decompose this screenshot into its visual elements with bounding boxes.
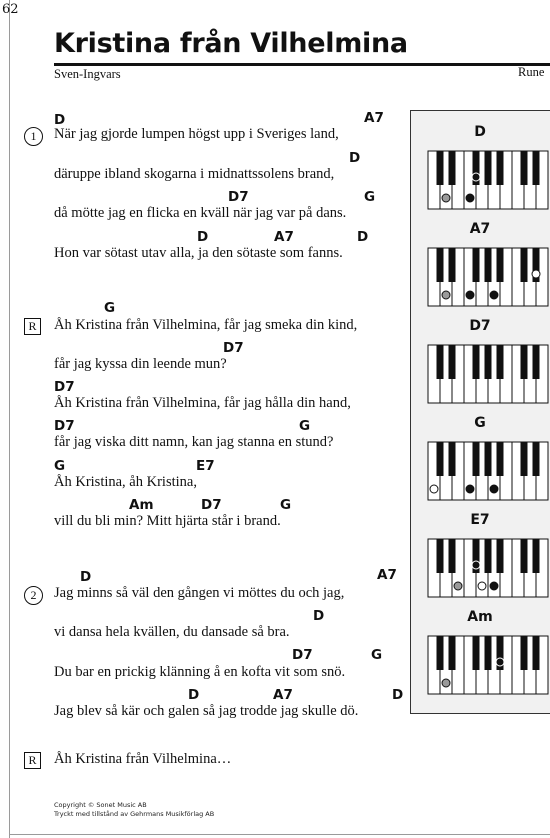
finger-dot <box>490 582 498 590</box>
black-key <box>437 345 444 379</box>
chord-diagram-name: A7 <box>469 221 491 237</box>
chord-symbol: D7 <box>228 189 249 205</box>
lyric-line: När jag gjorde lumpen högst upp i Sveriges land, <box>54 126 339 142</box>
chord-symbol: G <box>54 458 66 474</box>
refrain-marker: R <box>24 318 41 335</box>
black-key <box>533 151 540 185</box>
chord-diagram-name: D <box>474 124 486 140</box>
copyright-notice <box>54 801 214 818</box>
finger-dot <box>442 291 450 299</box>
chord-symbol: A7 <box>377 567 397 583</box>
song-title: Kristina från Vilhelmina <box>54 28 408 59</box>
black-key <box>473 636 480 670</box>
copyright-line: Tryckt med tillstånd av Gehrmans Musikförlag AB <box>54 809 215 818</box>
black-key <box>485 442 492 476</box>
finger-dot <box>430 485 438 493</box>
chord-symbol: A7 <box>274 229 294 245</box>
black-key <box>521 151 528 185</box>
black-key <box>497 248 504 282</box>
piano-keyboard-diagram <box>427 247 549 307</box>
lyric-line: Du bar en prickig klänning å en kofta vit som snö. <box>54 664 346 680</box>
black-key <box>533 442 540 476</box>
piano-keyboard-diagram <box>427 344 549 404</box>
finger-dot <box>442 679 450 687</box>
black-key <box>449 345 456 379</box>
finger-dot <box>442 194 450 202</box>
lyric-line: får jag kyssa din leende mun? <box>54 356 227 372</box>
title-rule <box>54 63 550 66</box>
finger-dot <box>496 658 504 666</box>
black-key <box>437 539 444 573</box>
black-key <box>449 151 456 185</box>
black-key <box>521 539 528 573</box>
lyric-line: Jag blev så kär och galen så jag trodde jag skulle dö. <box>54 703 359 719</box>
finger-dot <box>478 582 486 590</box>
piano-keyboard-diagram <box>427 441 549 501</box>
page-number: 62 <box>2 2 19 17</box>
chord-symbol: G <box>104 300 116 316</box>
chord-symbol: G <box>364 189 376 205</box>
lyric-line: vill du bli min? Mitt hjärta står i brand. <box>54 513 281 529</box>
lyric-line: Hon var sötast utav alla, ja den sötaste som fanns. <box>54 245 343 261</box>
page-frame-bottom <box>9 834 550 835</box>
chord-symbol: D <box>80 569 92 585</box>
black-key <box>437 636 444 670</box>
copyright-line: Copyright © Sonet Music AB <box>54 801 147 809</box>
piano-keyboard-diagram <box>427 150 549 210</box>
lyric-line: då mötte jag en flicka en kväll när jag var på dans. <box>54 205 347 221</box>
black-key <box>521 248 528 282</box>
chord-symbol: D7 <box>201 497 222 513</box>
chord-symbol: Am <box>129 497 154 513</box>
finger-dot <box>490 291 498 299</box>
chord-symbol: D <box>349 150 361 166</box>
chord-symbol: E7 <box>196 458 215 474</box>
chord-symbol: D <box>197 229 209 245</box>
black-key <box>485 636 492 670</box>
lyric-line: Åh Kristina från Vilhelmina, får jag hålla din hand, <box>54 395 351 411</box>
lyric-line: Åh Kristina, åh Kristina, <box>54 474 197 490</box>
black-key <box>437 442 444 476</box>
lyric-line: däruppe ibland skogarna i midnattssolens brand, <box>54 166 335 182</box>
verse-1-marker: 1 <box>24 127 43 146</box>
chord-diagram-name: G <box>474 415 486 431</box>
finger-dot <box>472 173 480 181</box>
refrain-repeat-marker: R <box>24 752 41 769</box>
black-key <box>497 442 504 476</box>
chord-symbol: G <box>280 497 292 513</box>
black-key <box>449 539 456 573</box>
finger-dot <box>472 561 480 569</box>
finger-dot <box>466 291 474 299</box>
black-key <box>533 539 540 573</box>
lyric-line: får jag viska ditt namn, kan jag stanna en stund? <box>54 434 334 450</box>
chord-symbol: D7 <box>223 340 244 356</box>
piano-keyboard-diagram <box>427 538 549 598</box>
finger-dot <box>454 582 462 590</box>
lyric-line: vi dansa hela kvällen, du dansade så bra. <box>54 624 290 640</box>
black-key <box>449 248 456 282</box>
chord-diagram-name: Am <box>467 609 493 625</box>
artist-name: Sven-Ingvars <box>54 67 121 81</box>
black-key <box>521 636 528 670</box>
black-key <box>485 345 492 379</box>
lyric-line: Jag minns så väl den gången vi möttes du och jag, <box>54 585 345 601</box>
finger-dot <box>466 485 474 493</box>
black-key <box>473 345 480 379</box>
chord-symbol: A7 <box>364 110 384 126</box>
chord-symbol: D <box>313 608 325 624</box>
chord-symbol: G <box>371 647 383 663</box>
lyric-line: Åh Kristina från Vilhelmina, får jag smeka din kind, <box>54 317 358 333</box>
black-key <box>473 248 480 282</box>
chord-diagram-name: D7 <box>469 318 491 334</box>
black-key <box>449 636 456 670</box>
black-key <box>485 539 492 573</box>
black-key <box>533 345 540 379</box>
chord-diagram-name: E7 <box>470 512 490 528</box>
black-key <box>485 248 492 282</box>
black-key <box>521 442 528 476</box>
finger-dot <box>532 270 540 278</box>
chord-symbol: G <box>299 418 311 434</box>
chord-symbol: D <box>54 112 66 128</box>
black-key <box>521 345 528 379</box>
chord-symbol: D7 <box>54 379 75 395</box>
black-key <box>473 442 480 476</box>
black-key <box>437 248 444 282</box>
verse-2-marker: 2 <box>24 586 43 605</box>
black-key <box>533 636 540 670</box>
black-key <box>449 442 456 476</box>
chord-symbol: A7 <box>273 687 293 703</box>
black-key <box>437 151 444 185</box>
chord-symbol: D <box>188 687 200 703</box>
finger-dot <box>466 194 474 202</box>
black-key <box>485 151 492 185</box>
page-frame-left <box>9 0 10 838</box>
chord-symbol: D7 <box>292 647 313 663</box>
chord-symbol: D <box>392 687 404 703</box>
black-key <box>497 151 504 185</box>
black-key <box>497 539 504 573</box>
author-name: Rune <box>518 65 545 79</box>
chord-symbol: D7 <box>54 418 75 434</box>
finger-dot <box>490 485 498 493</box>
black-key <box>497 345 504 379</box>
chord-symbol: D <box>357 229 369 245</box>
piano-keyboard-diagram <box>427 635 549 695</box>
refrain-repeat-line: Åh Kristina från Vilhelmina… <box>54 751 232 767</box>
